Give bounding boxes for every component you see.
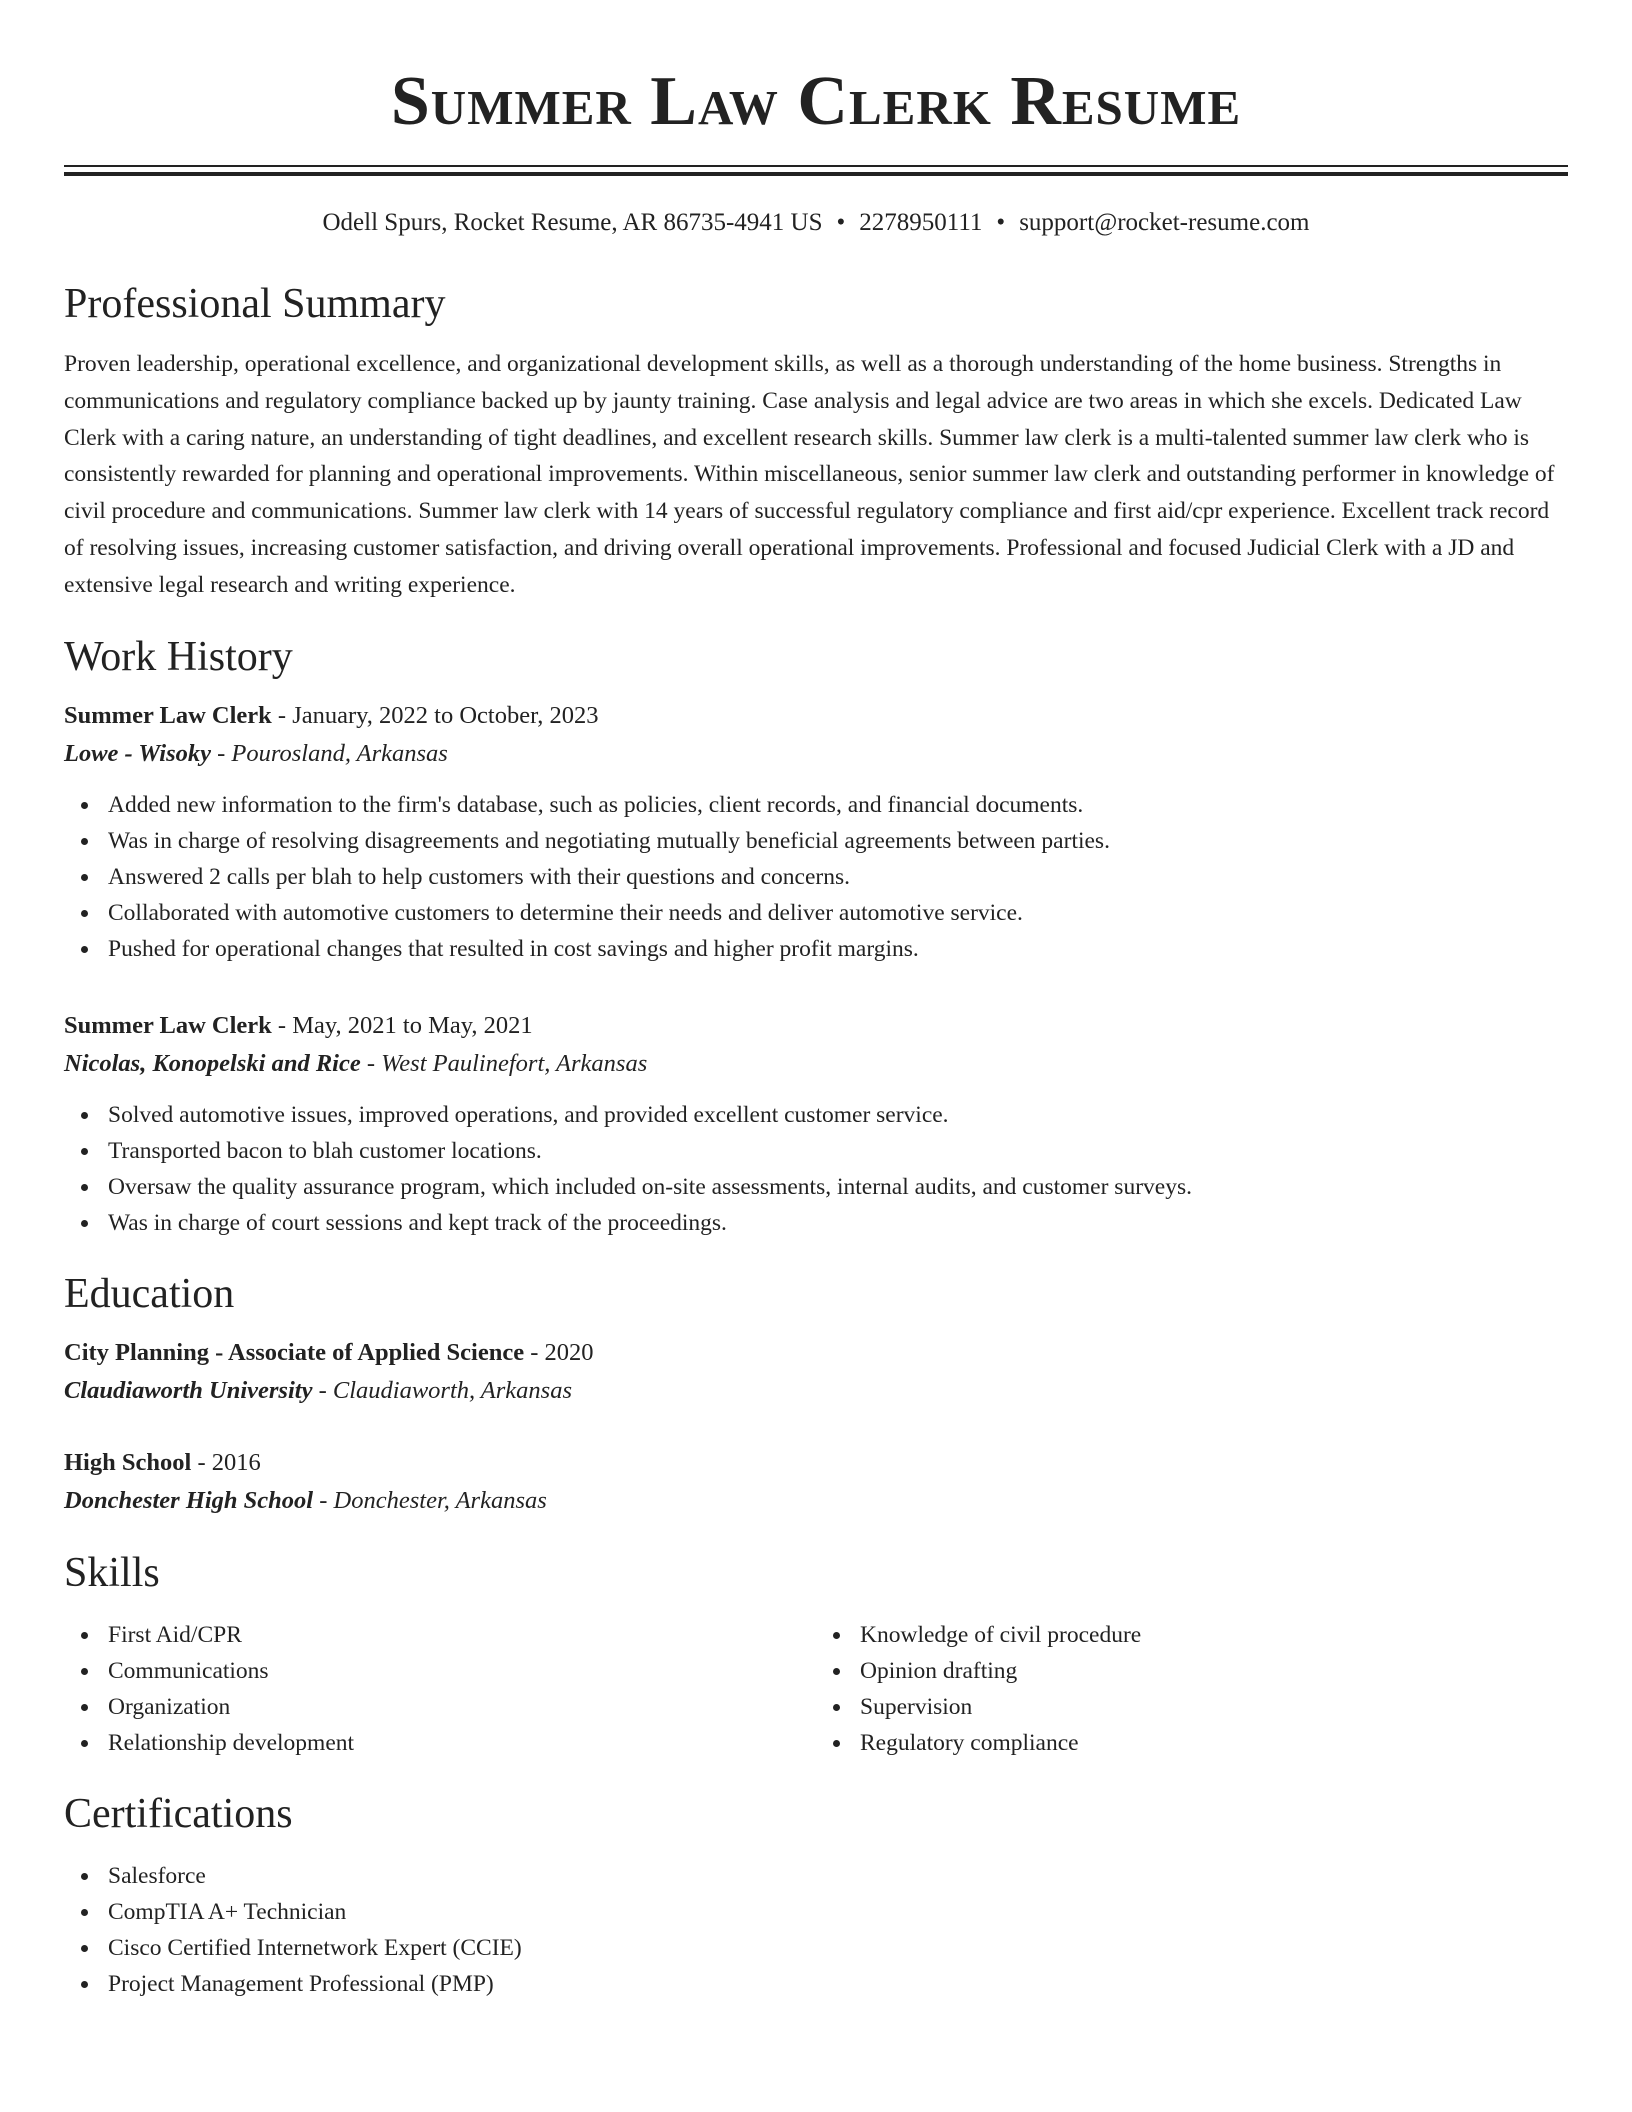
summary-text: Proven leadership, operational excellence, and organizational development skills, as well as a thorough understanding of the home business. Strengths in communications and regulatory compliance backed up by jaunty training. Case analysis and legal advice are two areas in which she excels. Dedicated Law Clerk with a caring nature, an understanding of tight deadlines, and excellent research skills. Summer law clerk is a multi-talented summer law clerk who is consistently rewarded for planning and operational improvements. Within miscellaneous, senior summer law clerk and outstanding performer in knowledge of civil procedure and communications. Summer law clerk with 14 years of successful regulatory compliance and first aid/cpr experience. Excellent track record of resolving issues, increasing customer satisfaction, and driving overall operational improvements. Professional and focused Judicial Clerk with a JD and extensive legal research and writing experience. <box>64 351 1555 598</box>
contact-separator: • <box>996 209 1006 236</box>
education-entry <box>64 1334 1568 1410</box>
job-company: Lowe - Wisoky <box>64 739 211 767</box>
job-duty: Transported bacon to blah customer locations. <box>108 1133 1568 1169</box>
skill-item: Opinion drafting <box>860 1653 1568 1689</box>
job-title-line <box>64 697 1568 735</box>
education-heading: Education <box>64 1270 235 1317</box>
job-duty: Was in charge of resolving disagreements and negotiating mutually beneficial agreements between parties. <box>108 823 1568 859</box>
job-entry <box>64 697 1568 967</box>
job-dates: - January, 2022 to October, 2023 <box>271 701 599 729</box>
job-duty: Collaborated with automotive customers to determine their needs and deliver automotive service. <box>108 895 1568 931</box>
certifications-list <box>64 1858 1568 2002</box>
education-degree: High School <box>64 1448 192 1476</box>
contact-line <box>64 206 1568 240</box>
education-year: - 2020 <box>524 1338 594 1366</box>
work-history-heading: Work History <box>64 633 293 680</box>
job-title: Summer Law Clerk <box>64 701 272 729</box>
skill-item: Regulatory compliance <box>860 1725 1568 1761</box>
contact-address: Odell Spurs, Rocket Resume, AR 86735-4941 US <box>322 209 823 236</box>
job-title-line <box>64 1007 1568 1045</box>
certification-item: Salesforce <box>108 1858 1568 1894</box>
skills-list-left <box>64 1617 816 1761</box>
contact-email: support@rocket-resume.com <box>1019 209 1310 236</box>
skill-item: Relationship development <box>108 1725 816 1761</box>
certification-item: CompTIA A+ Technician <box>108 1894 1568 1930</box>
education-school-line <box>64 1372 1568 1410</box>
job-duty: Was in charge of court sessions and kept track of the proceedings. <box>108 1205 1568 1241</box>
certifications-heading: Certifications <box>64 1790 293 1837</box>
job-duty: Solved automotive issues, improved operations, and provided excellent customer service. <box>108 1097 1568 1133</box>
skills-heading: Skills <box>64 1549 160 1596</box>
title-divider-thin <box>64 165 1568 167</box>
education-year: - 2016 <box>191 1448 261 1476</box>
skill-item: Knowledge of civil procedure <box>860 1617 1568 1653</box>
skills-grid <box>64 1617 1568 1761</box>
skills-list-right <box>816 1617 1568 1761</box>
job-duties-list <box>64 787 1568 967</box>
education-school: Claudiaworth University <box>64 1376 313 1404</box>
skill-item: Supervision <box>860 1689 1568 1725</box>
job-duty: Answered 2 calls per blah to help customers with their questions and concerns. <box>108 859 1568 895</box>
job-entry <box>64 1007 1568 1241</box>
job-duty: Pushed for operational changes that resulted in cost savings and higher profit margins. <box>108 931 1568 967</box>
education-degree-line <box>64 1444 1568 1482</box>
job-company: Nicolas, Konopelski and Rice <box>64 1049 361 1077</box>
education-degree: City Planning - Associate of Applied Science <box>64 1338 525 1366</box>
certification-item: Project Management Professional (PMP) <box>108 1966 1568 2002</box>
skill-item: First Aid/CPR <box>108 1617 816 1653</box>
contact-phone: 2278950111 <box>859 209 983 236</box>
education-school: Donchester High School <box>64 1486 314 1514</box>
certification-item: Cisco Certified Internetwork Expert (CCIE) <box>108 1930 1568 1966</box>
resume-title: Summer Law Clerk Resume <box>390 63 1242 140</box>
contact-separator: • <box>836 209 846 236</box>
skill-item: Communications <box>108 1653 816 1689</box>
education-location: - Claudiaworth, Arkansas <box>312 1376 572 1404</box>
job-duty: Oversaw the quality assurance program, which included on-site assessments, internal audits, and customer surveys. <box>108 1169 1568 1205</box>
skill-item: Organization <box>108 1689 816 1725</box>
job-location: - Pourosland, Arkansas <box>211 739 448 767</box>
job-location: - West Paulinefort, Arkansas <box>360 1049 648 1077</box>
education-school-line <box>64 1482 1568 1520</box>
job-duties-list <box>64 1097 1568 1241</box>
job-duty: Added new information to the firm's database, such as policies, client records, and financial documents. <box>108 787 1568 823</box>
summary-heading: Professional Summary <box>64 281 446 327</box>
title-divider-thick <box>64 172 1568 176</box>
job-company-line <box>64 1045 1568 1083</box>
education-entry <box>64 1444 1568 1520</box>
job-company-line <box>64 735 1568 773</box>
education-degree-line <box>64 1334 1568 1372</box>
job-title: Summer Law Clerk <box>64 1011 272 1039</box>
job-dates: - May, 2021 to May, 2021 <box>271 1011 533 1039</box>
education-location: - Donchester, Arkansas <box>313 1486 547 1514</box>
